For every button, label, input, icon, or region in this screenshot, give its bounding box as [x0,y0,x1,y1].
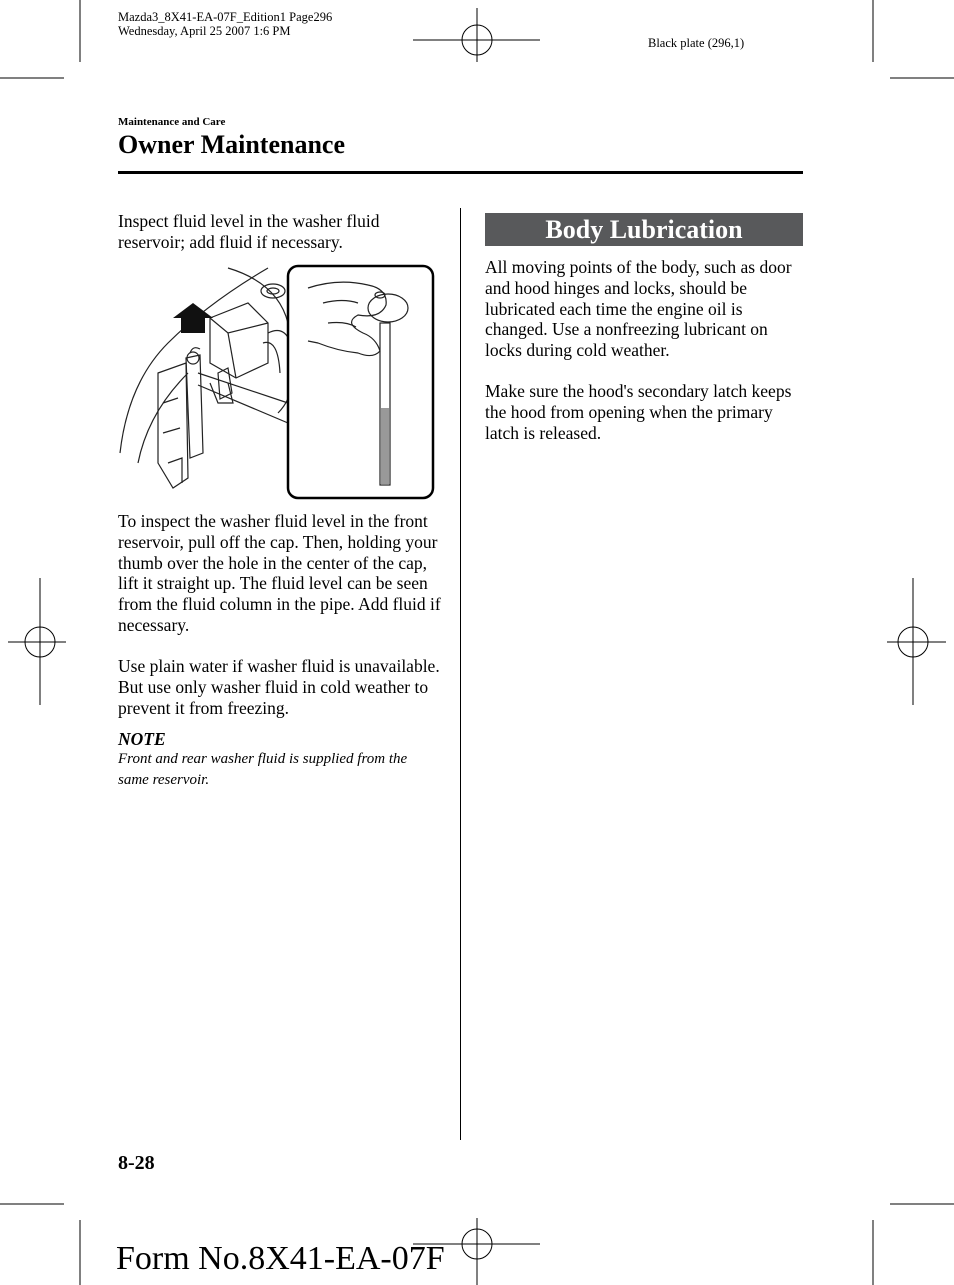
plate-label: Black plate (296,1) [648,36,745,50]
section-label: Maintenance and Care [118,116,226,128]
washer-reservoir-illustration [118,263,436,503]
inspection-paragraph: To inspect the washer fluid level in the front reservoir, pull off the cap. Then, holding your thumb over the hole in the center of the cap, lift it straight up. The fluid level can be seen from the fluid column in the pipe. Add fluid if necessary. [118,511,441,635]
note-label: NOTE [118,729,166,749]
form-number: Form No.8X41-EA-07F [116,1240,445,1277]
print-metadata [118,10,332,38]
column-divider [460,208,461,1140]
page-number: 8-28 [118,1152,155,1174]
intro-paragraph: Inspect fluid level in the washer fluid reservoir; add fluid if necessary. [118,211,380,252]
print-meta-line2: Wednesday, April 25 2007 1:6 PM [118,24,291,38]
page-title: Owner Maintenance [118,130,345,159]
plain-water-paragraph: Use plain water if washer fluid is unavailable. But use only washer fluid in cold weather to prevent it from freezing. [118,656,440,718]
hood-latch-paragraph: Make sure the hood's secondary latch keeps the hood from opening when the primary latch is released. [485,381,792,443]
note-text: Front and rear washer fluid is supplied from the same reservoir. [118,751,408,788]
title-divider [118,171,803,174]
lubrication-paragraph: All moving points of the body, such as door and hood hinges and locks, should be lubricated each time the engine oil is changed. Use a nonfreezing lubricant on locks during cold weather. [485,257,792,361]
print-meta-line1: Mazda3_8X41-EA-07F_Edition1 Page296 [118,10,333,24]
section-heading-body-lubrication: Body Lubrication [485,213,803,246]
